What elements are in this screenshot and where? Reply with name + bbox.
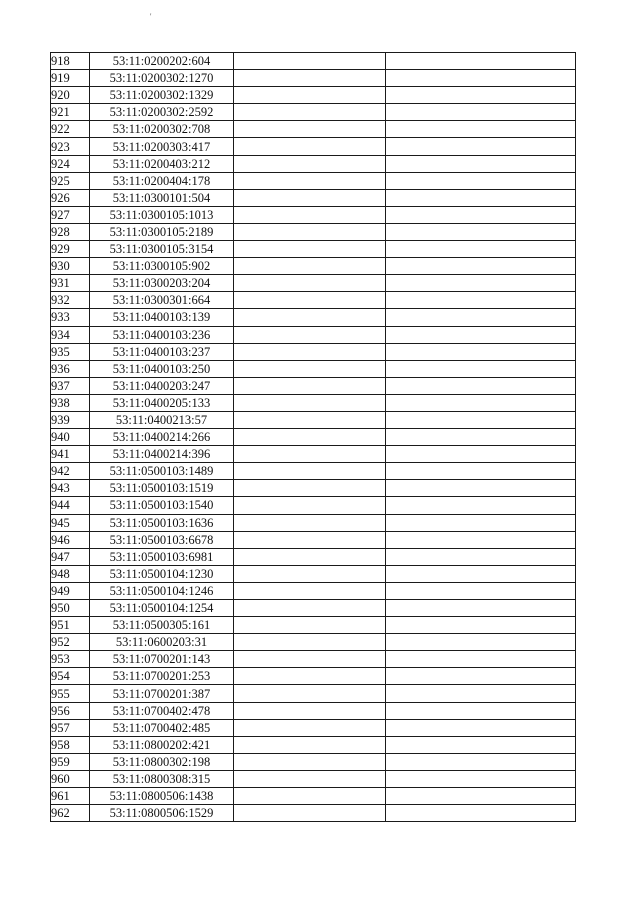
cadastral-number: 53:11:0800506:1529 xyxy=(90,805,234,822)
table-row xyxy=(51,497,576,514)
table-row xyxy=(51,548,576,565)
cadastral-number: 53:11:0400213:57 xyxy=(90,411,234,428)
row-number: 928 xyxy=(51,223,90,240)
empty-cell xyxy=(234,565,386,582)
row-number: 944 xyxy=(51,497,90,514)
empty-cell xyxy=(234,104,386,121)
row-number: 954 xyxy=(51,668,90,685)
table-row xyxy=(51,668,576,685)
row-number: 931 xyxy=(51,275,90,292)
table-row xyxy=(51,565,576,582)
empty-cell xyxy=(386,87,576,104)
cadastral-number: 53:11:0700201:143 xyxy=(90,651,234,668)
empty-cell xyxy=(386,241,576,258)
row-number: 953 xyxy=(51,651,90,668)
empty-cell xyxy=(386,429,576,446)
table-row xyxy=(51,446,576,463)
empty-cell xyxy=(234,514,386,531)
cadastral-number: 53:11:0800506:1438 xyxy=(90,788,234,805)
table-row xyxy=(51,275,576,292)
row-number: 938 xyxy=(51,394,90,411)
cadastral-number: 53:11:0500103:6678 xyxy=(90,531,234,548)
empty-cell xyxy=(386,617,576,634)
empty-cell xyxy=(386,685,576,702)
row-number: 921 xyxy=(51,104,90,121)
empty-cell xyxy=(234,685,386,702)
empty-cell xyxy=(386,377,576,394)
table-row xyxy=(51,600,576,617)
empty-cell xyxy=(386,292,576,309)
empty-cell xyxy=(234,275,386,292)
empty-cell xyxy=(234,138,386,155)
empty-cell xyxy=(234,463,386,480)
row-number: 947 xyxy=(51,548,90,565)
row-number: 923 xyxy=(51,138,90,155)
empty-cell xyxy=(234,394,386,411)
empty-cell xyxy=(234,702,386,719)
row-number: 934 xyxy=(51,326,90,343)
empty-cell xyxy=(386,668,576,685)
cadastral-number: 53:11:0400203:247 xyxy=(90,377,234,394)
empty-cell xyxy=(386,719,576,736)
row-number: 933 xyxy=(51,309,90,326)
empty-cell xyxy=(386,736,576,753)
cadastral-number: 53:11:0700201:253 xyxy=(90,668,234,685)
cadastral-number: 53:11:0500104:1254 xyxy=(90,600,234,617)
cadastral-number: 53:11:0400103:237 xyxy=(90,343,234,360)
empty-cell xyxy=(386,411,576,428)
empty-cell xyxy=(386,805,576,822)
row-number: 936 xyxy=(51,360,90,377)
cadastral-number: 53:11:0300105:1013 xyxy=(90,206,234,223)
empty-cell xyxy=(386,582,576,599)
row-number: 935 xyxy=(51,343,90,360)
row-number: 958 xyxy=(51,736,90,753)
table-row xyxy=(51,121,576,138)
row-number: 961 xyxy=(51,788,90,805)
empty-cell xyxy=(386,531,576,548)
empty-cell xyxy=(386,275,576,292)
cadastral-number: 53:11:0200303:417 xyxy=(90,138,234,155)
empty-cell xyxy=(234,548,386,565)
row-number: 929 xyxy=(51,241,90,258)
empty-cell xyxy=(386,651,576,668)
table-row xyxy=(51,719,576,736)
cadastral-number: 53:11:0500103:1519 xyxy=(90,480,234,497)
cadastral-number: 53:11:0400214:396 xyxy=(90,446,234,463)
table-body xyxy=(51,53,576,822)
cadastral-number: 53:11:0500103:1489 xyxy=(90,463,234,480)
row-number: 920 xyxy=(51,87,90,104)
table-row xyxy=(51,206,576,223)
cadastral-number: 53:11:0200404:178 xyxy=(90,172,234,189)
table-row xyxy=(51,360,576,377)
cadastral-number: 53:11:0200302:2592 xyxy=(90,104,234,121)
table-row xyxy=(51,411,576,428)
cadastral-number: 53:11:0700402:478 xyxy=(90,702,234,719)
empty-cell xyxy=(386,309,576,326)
table-row xyxy=(51,258,576,275)
cadastral-number: 53:11:0700201:387 xyxy=(90,685,234,702)
table-row xyxy=(51,138,576,155)
table-row xyxy=(51,326,576,343)
empty-cell xyxy=(234,531,386,548)
cadastral-number: 53:11:0800202:421 xyxy=(90,736,234,753)
row-number: 922 xyxy=(51,121,90,138)
empty-cell xyxy=(234,582,386,599)
cadastral-number: 53:11:0200302:1270 xyxy=(90,70,234,87)
cadastral-number: 53:11:0400103:139 xyxy=(90,309,234,326)
empty-cell xyxy=(234,719,386,736)
table-row xyxy=(51,480,576,497)
row-number: 925 xyxy=(51,172,90,189)
empty-cell xyxy=(386,360,576,377)
empty-cell xyxy=(234,53,386,70)
row-number: 940 xyxy=(51,429,90,446)
row-number: 942 xyxy=(51,463,90,480)
empty-cell xyxy=(386,394,576,411)
table-row xyxy=(51,702,576,719)
row-number: 952 xyxy=(51,634,90,651)
empty-cell xyxy=(386,53,576,70)
empty-cell xyxy=(386,600,576,617)
empty-cell xyxy=(234,258,386,275)
row-number: 924 xyxy=(51,155,90,172)
table-row xyxy=(51,377,576,394)
empty-cell xyxy=(234,241,386,258)
cadastral-number: 53:11:0300101:504 xyxy=(90,189,234,206)
empty-cell xyxy=(234,668,386,685)
empty-cell xyxy=(234,343,386,360)
table-row xyxy=(51,463,576,480)
row-number: 948 xyxy=(51,565,90,582)
cadastral-number: 53:11:0200403:212 xyxy=(90,155,234,172)
table-row xyxy=(51,634,576,651)
cadastral-number: 53:11:0400103:236 xyxy=(90,326,234,343)
empty-cell xyxy=(386,702,576,719)
cadastral-number: 53:11:0400103:250 xyxy=(90,360,234,377)
row-number: 918 xyxy=(51,53,90,70)
row-number: 957 xyxy=(51,719,90,736)
empty-cell xyxy=(234,189,386,206)
row-number: 926 xyxy=(51,189,90,206)
empty-cell xyxy=(234,736,386,753)
table-row xyxy=(51,770,576,787)
cadastral-number: 53:11:0500104:1246 xyxy=(90,582,234,599)
table-row xyxy=(51,87,576,104)
empty-cell xyxy=(386,548,576,565)
empty-cell xyxy=(386,138,576,155)
empty-cell xyxy=(386,258,576,275)
table-row xyxy=(51,736,576,753)
row-number: 937 xyxy=(51,377,90,394)
empty-cell xyxy=(386,463,576,480)
table-row xyxy=(51,309,576,326)
empty-cell xyxy=(234,429,386,446)
empty-cell xyxy=(386,497,576,514)
empty-cell xyxy=(234,770,386,787)
empty-cell xyxy=(234,309,386,326)
row-number: 959 xyxy=(51,753,90,770)
empty-cell xyxy=(234,497,386,514)
row-number: 943 xyxy=(51,480,90,497)
cadastral-number: 53:11:0400205:133 xyxy=(90,394,234,411)
row-number: 951 xyxy=(51,617,90,634)
empty-cell xyxy=(234,172,386,189)
row-number: 919 xyxy=(51,70,90,87)
table-row xyxy=(51,172,576,189)
table-row xyxy=(51,651,576,668)
table-row xyxy=(51,753,576,770)
empty-cell xyxy=(386,326,576,343)
empty-cell xyxy=(234,326,386,343)
empty-cell xyxy=(234,480,386,497)
empty-cell xyxy=(386,343,576,360)
table-row xyxy=(51,429,576,446)
row-number: 930 xyxy=(51,258,90,275)
cadastral-number: 53:11:0500103:1636 xyxy=(90,514,234,531)
empty-cell xyxy=(234,223,386,240)
row-number: 962 xyxy=(51,805,90,822)
empty-cell xyxy=(234,206,386,223)
row-number: 960 xyxy=(51,770,90,787)
empty-cell xyxy=(386,189,576,206)
empty-cell xyxy=(234,446,386,463)
empty-cell xyxy=(386,634,576,651)
table-row xyxy=(51,617,576,634)
table-row xyxy=(51,70,576,87)
empty-cell xyxy=(234,788,386,805)
empty-cell xyxy=(386,172,576,189)
table-row xyxy=(51,685,576,702)
empty-cell xyxy=(234,155,386,172)
row-number: 949 xyxy=(51,582,90,599)
table-row xyxy=(51,582,576,599)
row-number: 956 xyxy=(51,702,90,719)
empty-cell xyxy=(234,70,386,87)
table-row xyxy=(51,292,576,309)
empty-cell xyxy=(234,292,386,309)
row-number: 941 xyxy=(51,446,90,463)
empty-cell xyxy=(234,617,386,634)
row-number: 950 xyxy=(51,600,90,617)
row-number: 939 xyxy=(51,411,90,428)
empty-cell xyxy=(234,121,386,138)
row-number: 945 xyxy=(51,514,90,531)
cadastral-number: 53:11:0200302:1329 xyxy=(90,87,234,104)
row-number: 955 xyxy=(51,685,90,702)
empty-cell xyxy=(234,651,386,668)
cadastral-number: 53:11:0500103:1540 xyxy=(90,497,234,514)
empty-cell xyxy=(386,223,576,240)
empty-cell xyxy=(234,360,386,377)
table-row xyxy=(51,241,576,258)
cadastral-table xyxy=(50,52,576,822)
cadastral-number: 53:11:0300203:204 xyxy=(90,275,234,292)
cadastral-number: 53:11:0300105:2189 xyxy=(90,223,234,240)
table-row xyxy=(51,531,576,548)
table-row xyxy=(51,53,576,70)
table-row xyxy=(51,788,576,805)
table-row xyxy=(51,155,576,172)
cadastral-number: 53:11:0800302:198 xyxy=(90,753,234,770)
empty-cell xyxy=(386,121,576,138)
empty-cell xyxy=(386,514,576,531)
empty-cell xyxy=(234,600,386,617)
empty-cell xyxy=(386,753,576,770)
table-row xyxy=(51,805,576,822)
empty-cell xyxy=(386,206,576,223)
empty-cell xyxy=(234,377,386,394)
page-mark: ' xyxy=(150,12,152,21)
table-row xyxy=(51,343,576,360)
cadastral-number: 53:11:0300301:664 xyxy=(90,292,234,309)
cadastral-number: 53:11:0600203:31 xyxy=(90,634,234,651)
row-number: 932 xyxy=(51,292,90,309)
empty-cell xyxy=(386,788,576,805)
cadastral-number: 53:11:0700402:485 xyxy=(90,719,234,736)
row-number: 927 xyxy=(51,206,90,223)
empty-cell xyxy=(386,70,576,87)
cadastral-number: 53:11:0500103:6981 xyxy=(90,548,234,565)
table-row xyxy=(51,189,576,206)
table-row xyxy=(51,104,576,121)
cadastral-number: 53:11:0400214:266 xyxy=(90,429,234,446)
row-number: 946 xyxy=(51,531,90,548)
empty-cell xyxy=(386,155,576,172)
table-row xyxy=(51,514,576,531)
cadastral-number: 53:11:0300105:3154 xyxy=(90,241,234,258)
empty-cell xyxy=(234,87,386,104)
empty-cell xyxy=(234,805,386,822)
empty-cell xyxy=(386,104,576,121)
empty-cell xyxy=(234,753,386,770)
table-row xyxy=(51,394,576,411)
cadastral-number: 53:11:0300105:902 xyxy=(90,258,234,275)
cadastral-number: 53:11:0200302:708 xyxy=(90,121,234,138)
cadastral-number: 53:11:0500104:1230 xyxy=(90,565,234,582)
table-row xyxy=(51,223,576,240)
empty-cell xyxy=(234,411,386,428)
cadastral-number: 53:11:0200202:604 xyxy=(90,53,234,70)
empty-cell xyxy=(386,480,576,497)
cadastral-number: 53:11:0500305:161 xyxy=(90,617,234,634)
cadastral-number: 53:11:0800308:315 xyxy=(90,770,234,787)
empty-cell xyxy=(386,446,576,463)
empty-cell xyxy=(234,634,386,651)
empty-cell xyxy=(386,770,576,787)
empty-cell xyxy=(386,565,576,582)
